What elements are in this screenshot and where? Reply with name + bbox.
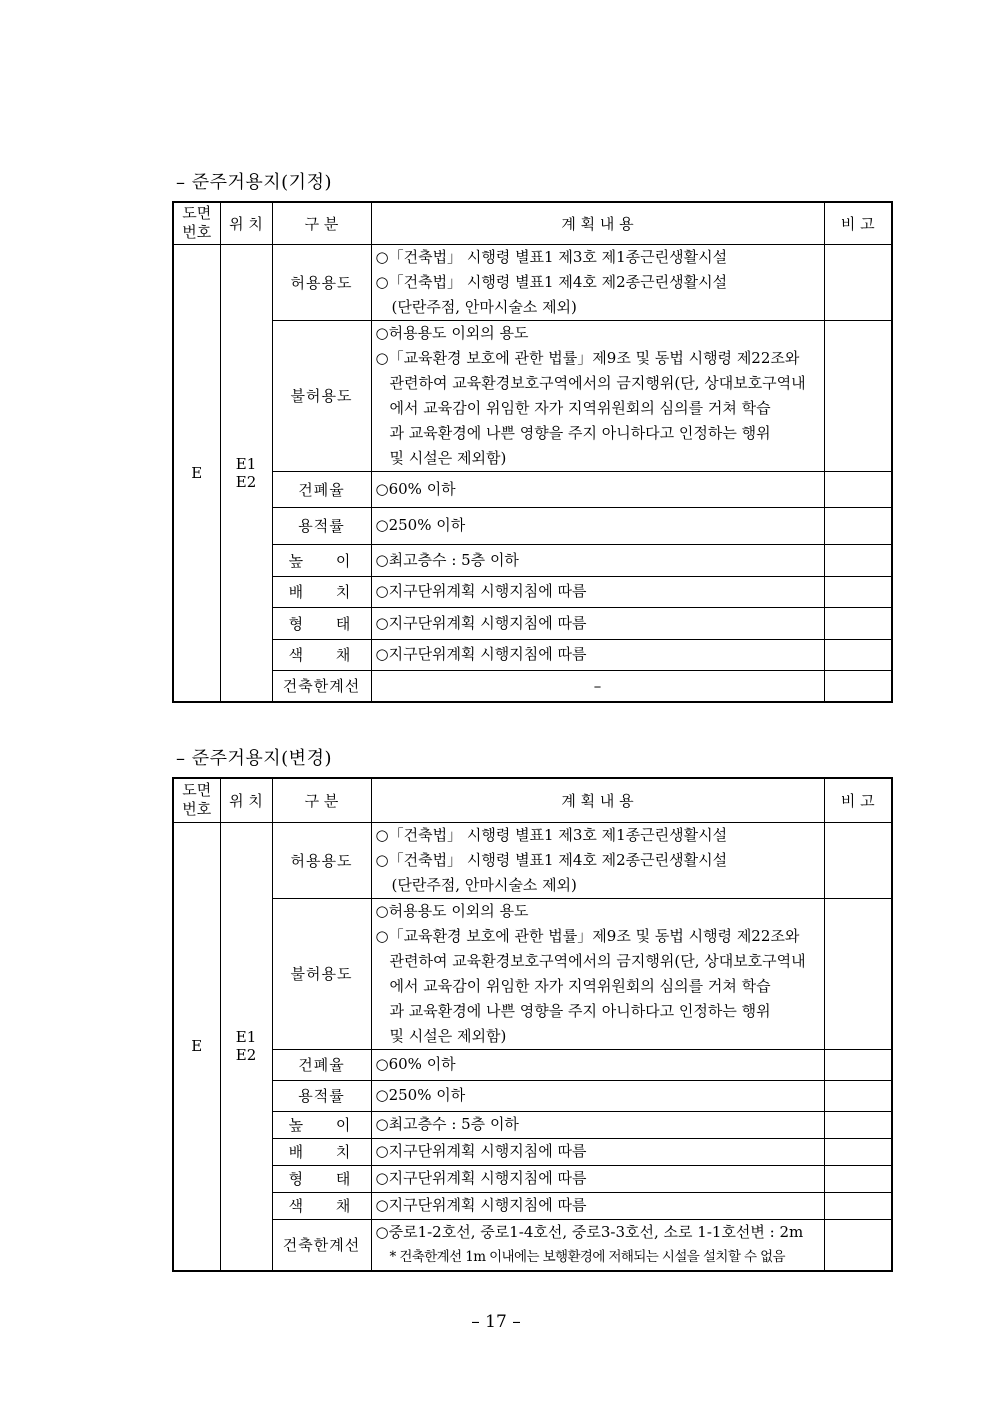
remark-cell bbox=[824, 898, 892, 1049]
row-layout bbox=[173, 576, 892, 607]
content-layout: ○지구단위계획 시행지침에 따름 bbox=[371, 576, 824, 607]
content-height: ○최고층수 : 5층 이하 bbox=[371, 1111, 824, 1138]
drawing-no-cell: E bbox=[173, 822, 220, 1271]
table-header-row bbox=[173, 778, 892, 822]
remark-cell bbox=[824, 1192, 892, 1219]
content-building-line bbox=[371, 1219, 824, 1271]
remark-cell bbox=[824, 607, 892, 639]
content-note: * 건축한계선 1m 이내에는 보행환경에 저해되는 시설을 설치할 수 없음 bbox=[389, 1248, 785, 1265]
remark-cell bbox=[824, 544, 892, 576]
header-no-line: 도면 bbox=[182, 204, 212, 223]
content-line: ○「교육환경 보호에 관한 법률」제9조 및 동법 시행령 제22조와 bbox=[375, 926, 800, 945]
remark-cell bbox=[824, 507, 892, 544]
remark-cell bbox=[824, 1080, 892, 1111]
header-category: 구 분 bbox=[272, 202, 371, 244]
content-line: ○허용용도 이외의 용도 bbox=[375, 901, 529, 920]
content-line: (단란주점, 안마시술소 제외) bbox=[391, 875, 577, 894]
content-line: 및 시설은 제외함) bbox=[389, 448, 507, 467]
content-coverage: ○60% 이하 bbox=[371, 1049, 824, 1080]
content-allowed bbox=[371, 244, 824, 320]
row-prohibited bbox=[173, 898, 892, 1049]
content-line: ○「건축법」 시행령 별표1 제3호 제1종근린생활시설 bbox=[375, 247, 728, 266]
plan-table-changed bbox=[172, 777, 893, 1272]
header-plan: 계 획 내 용 bbox=[371, 202, 824, 244]
row-allowed bbox=[173, 822, 892, 898]
label-color: 색 채 bbox=[272, 1192, 371, 1219]
content-far: ○250% 이하 bbox=[371, 1080, 824, 1111]
content-building-line: – bbox=[371, 670, 824, 702]
remark-cell bbox=[824, 1111, 892, 1138]
row-color bbox=[173, 1192, 892, 1219]
content-far: ○250% 이하 bbox=[371, 507, 824, 544]
location-cell bbox=[220, 822, 272, 1271]
plan-table-existing bbox=[172, 201, 893, 703]
label-allowed: 허용용도 bbox=[272, 822, 371, 898]
content-line: 관련하여 교육환경보호구역에서의 금지행위(단, 상대보호구역내 bbox=[389, 373, 806, 392]
label-color: 색 채 bbox=[272, 639, 371, 670]
content-color: ○지구단위계획 시행지침에 따름 bbox=[371, 639, 824, 670]
content-line: 에서 교육감이 위임한 자가 지역위원회의 심의를 거쳐 학습 bbox=[389, 398, 771, 417]
remark-cell bbox=[824, 670, 892, 702]
row-far bbox=[173, 1080, 892, 1111]
location-value: E1 bbox=[235, 454, 257, 473]
header-remark: 비 고 bbox=[824, 778, 892, 822]
content-prohibited bbox=[371, 898, 824, 1049]
label-building-line: 건축한계선 bbox=[272, 670, 371, 702]
content-line: ○「건축법」 시행령 별표1 제3호 제1종근린생활시설 bbox=[375, 825, 728, 844]
header-location: 위 치 bbox=[220, 778, 272, 822]
content-line: 과 교육환경에 나쁜 영향을 주지 아니하다고 인정하는 행위 bbox=[389, 423, 771, 442]
content-form: ○지구단위계획 시행지침에 따름 bbox=[371, 1165, 824, 1192]
label-building-line: 건축한계선 bbox=[272, 1219, 371, 1271]
label-layout: 배 치 bbox=[272, 576, 371, 607]
row-color bbox=[173, 639, 892, 670]
row-allowed bbox=[173, 244, 892, 320]
drawing-no-cell: E bbox=[173, 244, 220, 702]
content-line: ○허용용도 이외의 용도 bbox=[375, 323, 529, 342]
header-no-line: 번호 bbox=[182, 800, 212, 819]
location-value: E2 bbox=[235, 1046, 257, 1064]
remark-cell bbox=[824, 639, 892, 670]
header-location: 위 치 bbox=[220, 202, 272, 244]
section-title-existing: – 준주거용지(기정) bbox=[176, 172, 332, 193]
row-form bbox=[173, 1165, 892, 1192]
label-height: 높 이 bbox=[272, 1111, 371, 1138]
content-line: 에서 교육감이 위임한 자가 지역위원회의 심의를 거쳐 학습 bbox=[389, 976, 771, 995]
content-line: (단란주점, 안마시술소 제외) bbox=[391, 297, 577, 316]
content-layout: ○지구단위계획 시행지침에 따름 bbox=[371, 1138, 824, 1165]
remark-cell bbox=[824, 320, 892, 471]
row-far bbox=[173, 507, 892, 544]
remark-cell bbox=[824, 1049, 892, 1080]
remark-cell bbox=[824, 1138, 892, 1165]
header-category: 구 분 bbox=[272, 778, 371, 822]
label-coverage: 건폐율 bbox=[272, 471, 371, 507]
content-coverage: ○60% 이하 bbox=[371, 471, 824, 507]
table-header-row bbox=[173, 202, 892, 244]
content-form: ○지구단위계획 시행지침에 따름 bbox=[371, 607, 824, 639]
content-line: ○「건축법」 시행령 별표1 제4호 제2종근린생활시설 bbox=[375, 850, 728, 869]
header-no-line: 도면 bbox=[182, 781, 212, 800]
row-prohibited bbox=[173, 320, 892, 471]
remark-cell bbox=[824, 471, 892, 507]
remark-cell bbox=[824, 822, 892, 898]
label-far: 용적률 bbox=[272, 507, 371, 544]
label-far: 용적률 bbox=[272, 1080, 371, 1111]
header-drawing-no bbox=[173, 778, 220, 822]
label-form: 형 태 bbox=[272, 607, 371, 639]
label-prohibited: 불허용도 bbox=[272, 898, 371, 1049]
header-drawing-no bbox=[173, 202, 220, 244]
content-line: 및 시설은 제외함) bbox=[389, 1026, 507, 1045]
label-prohibited: 불허용도 bbox=[272, 320, 371, 471]
content-allowed bbox=[371, 822, 824, 898]
row-layout bbox=[173, 1138, 892, 1165]
row-building-line bbox=[173, 1219, 892, 1271]
content-height: ○최고층수 : 5층 이하 bbox=[371, 544, 824, 576]
location-value: E2 bbox=[235, 472, 257, 491]
content-line: 관련하여 교육환경보호구역에서의 금지행위(단, 상대보호구역내 bbox=[389, 951, 806, 970]
section-title-changed: – 준주거용지(변경) bbox=[176, 748, 332, 769]
header-remark: 비 고 bbox=[824, 202, 892, 244]
row-form bbox=[173, 607, 892, 639]
label-height: 높 이 bbox=[272, 544, 371, 576]
remark-cell bbox=[824, 576, 892, 607]
row-building-line bbox=[173, 670, 892, 702]
location-value: E1 bbox=[235, 1028, 257, 1046]
header-plan: 계 획 내 용 bbox=[371, 778, 824, 822]
content-line: ○「교육환경 보호에 관한 법률」제9조 및 동법 시행령 제22조와 bbox=[375, 348, 800, 367]
header-no-line: 번호 bbox=[182, 223, 212, 242]
row-height bbox=[173, 544, 892, 576]
label-form: 형 태 bbox=[272, 1165, 371, 1192]
remark-cell bbox=[824, 1165, 892, 1192]
location-cell bbox=[220, 244, 272, 702]
row-height bbox=[173, 1111, 892, 1138]
content-line: ○중로1-2호선, 중로1-4호선, 중로3-3호선, 소로 1-1호선변 : 2m bbox=[375, 1222, 804, 1241]
page-number: – 17 – bbox=[471, 1312, 521, 1332]
content-color: ○지구단위계획 시행지침에 따름 bbox=[371, 1192, 824, 1219]
row-coverage bbox=[173, 471, 892, 507]
label-layout: 배 치 bbox=[272, 1138, 371, 1165]
row-coverage bbox=[173, 1049, 892, 1080]
content-line: ○「건축법」 시행령 별표1 제4호 제2종근린생활시설 bbox=[375, 272, 728, 291]
remark-cell bbox=[824, 1219, 892, 1271]
content-prohibited bbox=[371, 320, 824, 471]
content-line: 과 교육환경에 나쁜 영향을 주지 아니하다고 인정하는 행위 bbox=[389, 1001, 771, 1020]
remark-cell bbox=[824, 244, 892, 320]
label-coverage: 건폐율 bbox=[272, 1049, 371, 1080]
label-allowed: 허용용도 bbox=[272, 244, 371, 320]
